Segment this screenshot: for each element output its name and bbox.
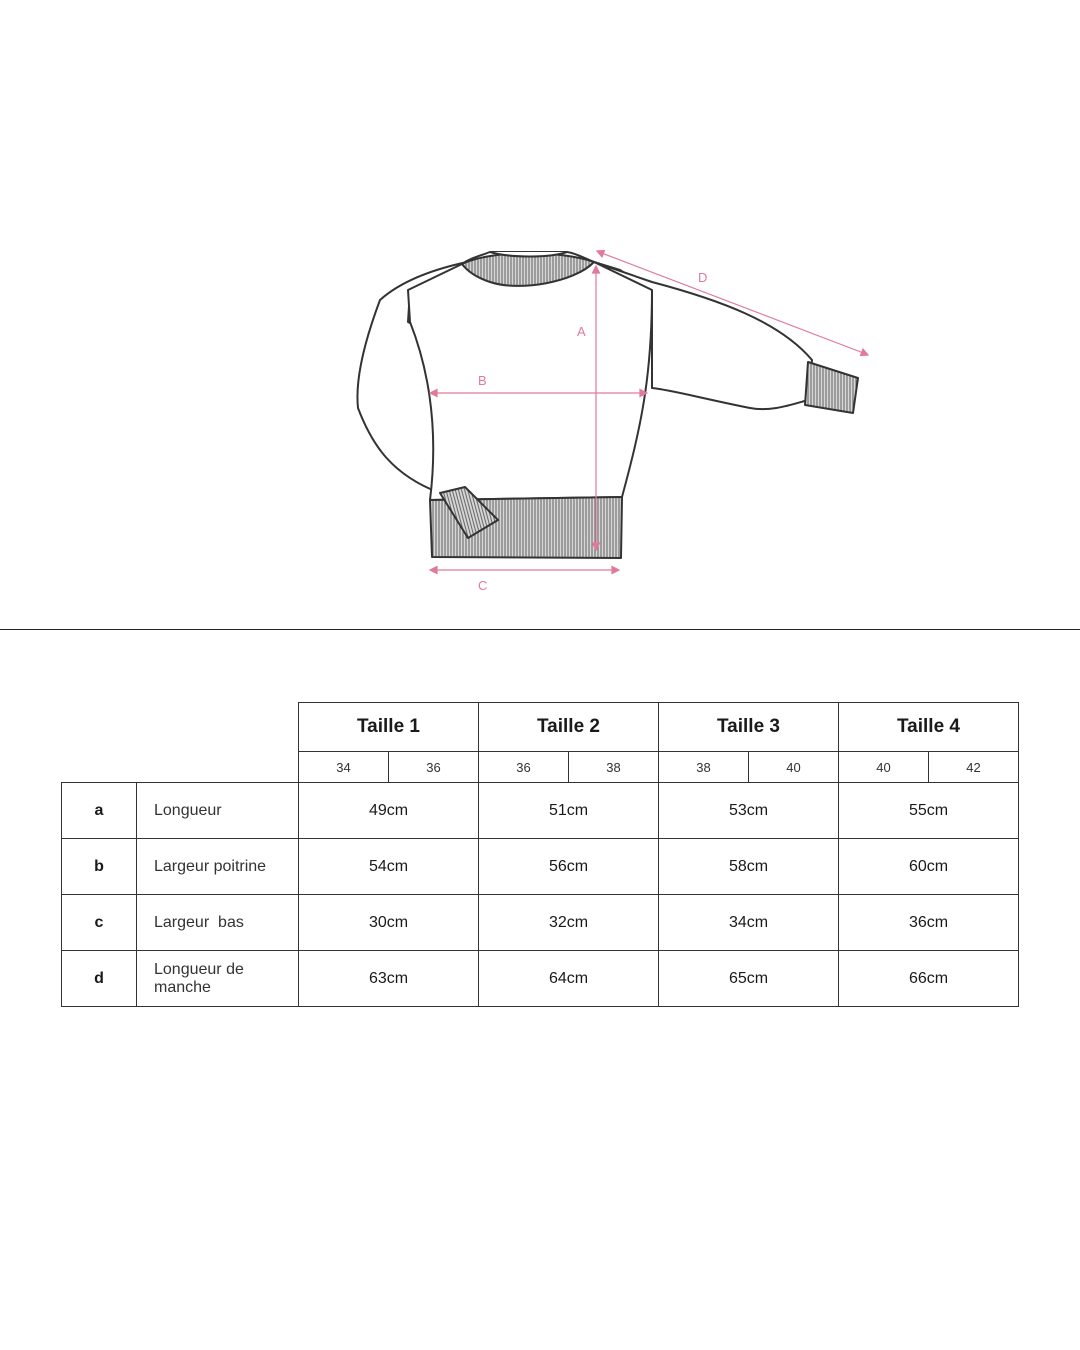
eu-size: 36 xyxy=(389,752,479,783)
section-divider xyxy=(0,629,1080,630)
right-cuff xyxy=(805,362,858,413)
measurement-value: 64cm xyxy=(479,951,659,1007)
eu-size: 36 xyxy=(479,752,569,783)
eu-size: 40 xyxy=(839,752,929,783)
eu-size: 38 xyxy=(659,752,749,783)
measurement-value: 36cm xyxy=(839,895,1019,951)
measurement-label: Longueur de manche xyxy=(137,951,299,1007)
measurement-value: 63cm xyxy=(299,951,479,1007)
measurement-row xyxy=(62,951,1019,1007)
measurement-label: Longueur xyxy=(137,783,299,839)
eu-size: 42 xyxy=(929,752,1019,783)
eu-size: 34 xyxy=(299,752,389,783)
dimension-label-b: B xyxy=(478,373,487,388)
measurement-value: 56cm xyxy=(479,839,659,895)
measurement-row xyxy=(62,783,1019,839)
dimension-label-c: C xyxy=(478,578,488,593)
eu-size: 40 xyxy=(749,752,839,783)
eu-size: 38 xyxy=(569,752,659,783)
size-header-row xyxy=(62,703,1019,752)
measurement-value: 34cm xyxy=(659,895,839,951)
dimension-label-a: A xyxy=(577,324,586,339)
measurement-value: 30cm xyxy=(299,895,479,951)
measurement-letter: c xyxy=(62,895,137,951)
measurement-value: 60cm xyxy=(839,839,1019,895)
size-header: Taille 3 xyxy=(659,703,839,752)
size-table xyxy=(61,702,1019,1007)
measurement-value: 53cm xyxy=(659,783,839,839)
size-header: Taille 1 xyxy=(299,703,479,752)
measurement-value: 32cm xyxy=(479,895,659,951)
dimension-label-d: D xyxy=(698,270,708,285)
measurement-value: 51cm xyxy=(479,783,659,839)
sweater-body xyxy=(408,252,652,500)
sweater-diagram xyxy=(0,0,1080,620)
measurement-letter: b xyxy=(62,839,137,895)
measurement-letter: a xyxy=(62,783,137,839)
measurement-value: 55cm xyxy=(839,783,1019,839)
measurement-row xyxy=(62,839,1019,895)
measurement-value: 66cm xyxy=(839,951,1019,1007)
measurement-row xyxy=(62,895,1019,951)
sweater-outline xyxy=(357,252,858,558)
measurement-letter: d xyxy=(62,951,137,1007)
size-header: Taille 2 xyxy=(479,703,659,752)
measurement-value: 58cm xyxy=(659,839,839,895)
measurement-value: 65cm xyxy=(659,951,839,1007)
measurement-value: 49cm xyxy=(299,783,479,839)
measurement-label: Largeur bas xyxy=(137,895,299,951)
table-corner xyxy=(62,752,299,783)
eu-size-row xyxy=(62,752,1019,783)
table-corner xyxy=(62,703,299,752)
measurement-value: 54cm xyxy=(299,839,479,895)
measurement-label: Largeur poitrine xyxy=(137,839,299,895)
size-header: Taille 4 xyxy=(839,703,1019,752)
